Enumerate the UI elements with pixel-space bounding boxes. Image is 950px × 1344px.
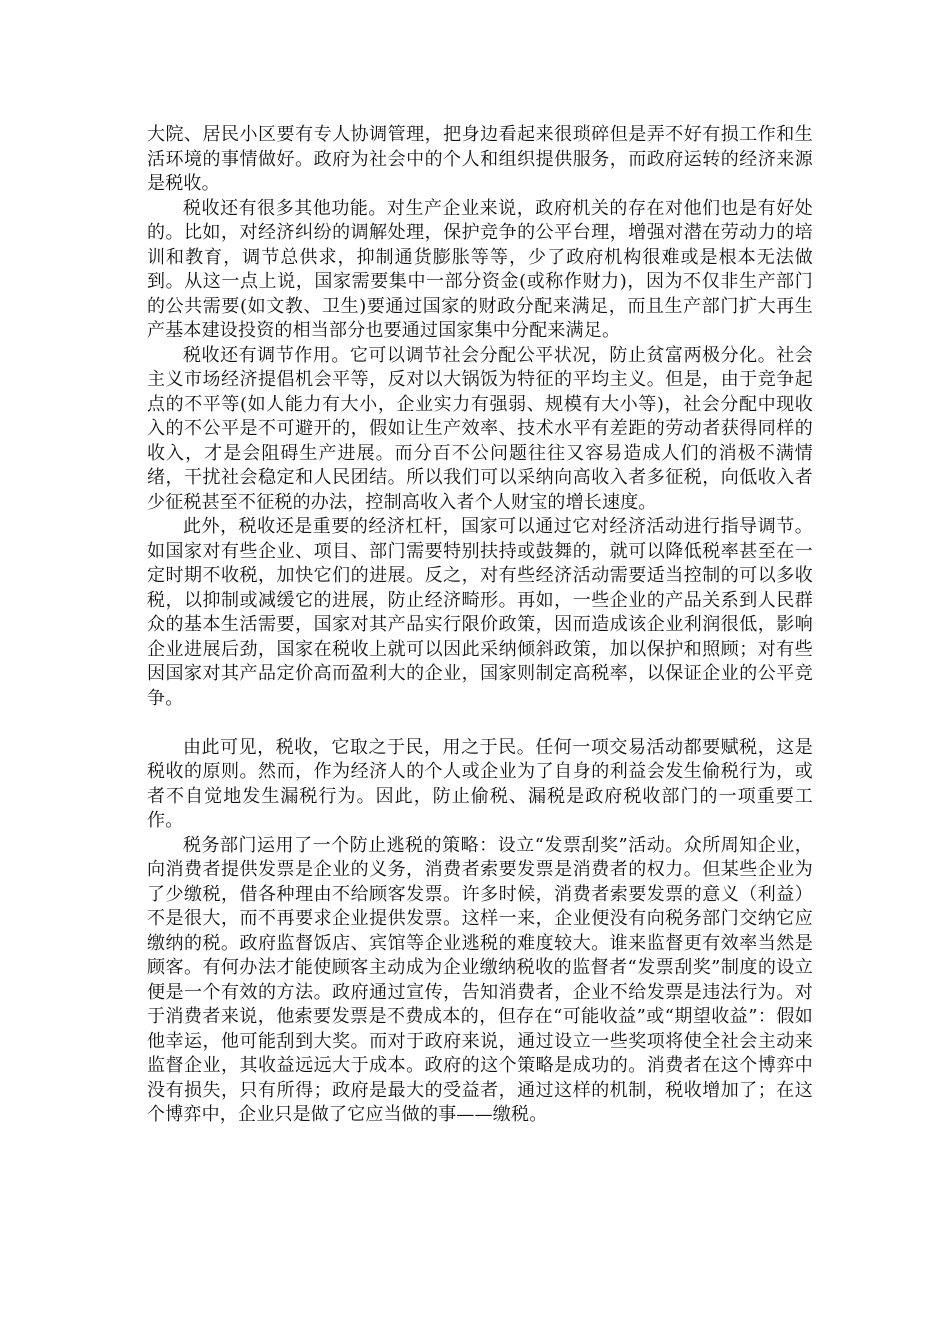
paragraph-6: 税务部门运用了一个防止逃税的策略：设立“发票刮奖”活动。众所周知企业，向消费者提供发票是企业的义务，消费者索要发票是消费者的权力。但某些企业为了少缴税，借各种理由不给顾客发票。许多时候，消费者索要发票的意义（利益）不是很大，而不再要求企业提供发票。这样一来，企业便没有向税务部门交纳它应缴纳的税。政府监督饭店、宾馆等企业逃税的难度较大。谁来监督更有效率当然是顾客。有何办法才能使顾客主动成为企业缴纳税收的监督者“发票刮奖”制度的设立便是一个有效的方法。政府通过宣传，告知消费者，企业不给发票是违法行为。对于消费者来说，他索要发票是不费成本的，但存在“可能收益”或“期望收益”：假如他幸运，他可能刮到大奖。而对于政府来说，通过设立一些奖项将使全社会主动来监督企业，其收益远远大于成本。政府的这个策略是成功的。消费者在这个博弈中没有损失，只有所得；政府是最大的受益者，通过这样的机制，税收增加了；在这个博弈中，企业只是做了它应当做的事——缴税。 (147, 834, 813, 1125)
paragraph-2: 税收还有很多其他功能。对生产企业来说，政府机关的存在对他们也是有好处的。比如，对经济纠纷的调解处理，保护竞争的公平台理，增强对潜在劳动力的培训和教育，调节总供求，抑制通货膨胀等等，少了政府机构很难或是根本无法做到。从这一点上说，国家需要集中一部分资金(或称作财力)，因为不仅非生产部门的公共需要(如文教、卫生)要通过国家的财政分配来满足，而且生产部门扩大再生产基本建设投资的相当部分也要通过国家集中分配来满足。 (147, 197, 813, 341)
paragraph-5: 由此可见，税收，它取之于民，用之于民。任何一项交易活动都要赋税，这是税收的原则。然而，作为经济人的个人或企业为了自身的利益会发生偷税行为，或者不自觉地发生漏税行为。因此，防止偷税、漏税是政府税收部门的一项重要工作。 (147, 736, 813, 831)
paragraph-4: 此外，税收还是重要的经济杠杆，国家可以通过它对经济活动进行指导调节。如国家对有些企业、项目、部门需要特别扶持或鼓舞的，就可以降低税率甚至在一定时期不收税，加快它们的进展。反之，对有些经济活动需要适当控制的可以多收税，以抑制或减缓它的进展，防止经济畸形。再如，一些企业的产品关系到人民群众的基本生活需要，国家对其产品实行限价政策，因而造成该企业利润很低，影响企业进展后劲，国家在税收上就可以因此采纳倾斜政策，加以保护和照顾；对有些因国家对其产品定价高而盈利大的企业，国家则制定高税率，以保证企业的公平竞争。 (147, 516, 813, 709)
paragraph-1: 大院、居民小区要有专人协调管理，把身边看起来很琐碎但是弄不好有损工作和生活环境的事情做好。政府为社会中的个人和组织提供服务，而政府运转的经济来源是税收。 (147, 124, 813, 194)
document-body (147, 123, 813, 1128)
section-spacer (147, 711, 813, 736)
paragraph-3: 税收还有调节作用。它可以调节社会分配公平状况，防止贫富两极分化。社会主义市场经济提倡机会平等，反对以大锅饭为特征的平均主义。但是，由于竞争起点的不平等(如人能力有大小，企业实力有强弱、规模有大小等)，社会分配中现收入的不公平是不可避开的，假如让生产效率、技术水平有差距的劳动者获得同样的收入，才是会阻碍生产进展。而分百不公问题往往又容易造成人们的消极不满情绪，干扰社会稳定和人民团结。所以我们可以采纳向高收入者多征税，向低收入者少征税甚至不征税的办法，控制高收入者个人财宝的增长速度。 (147, 344, 813, 513)
